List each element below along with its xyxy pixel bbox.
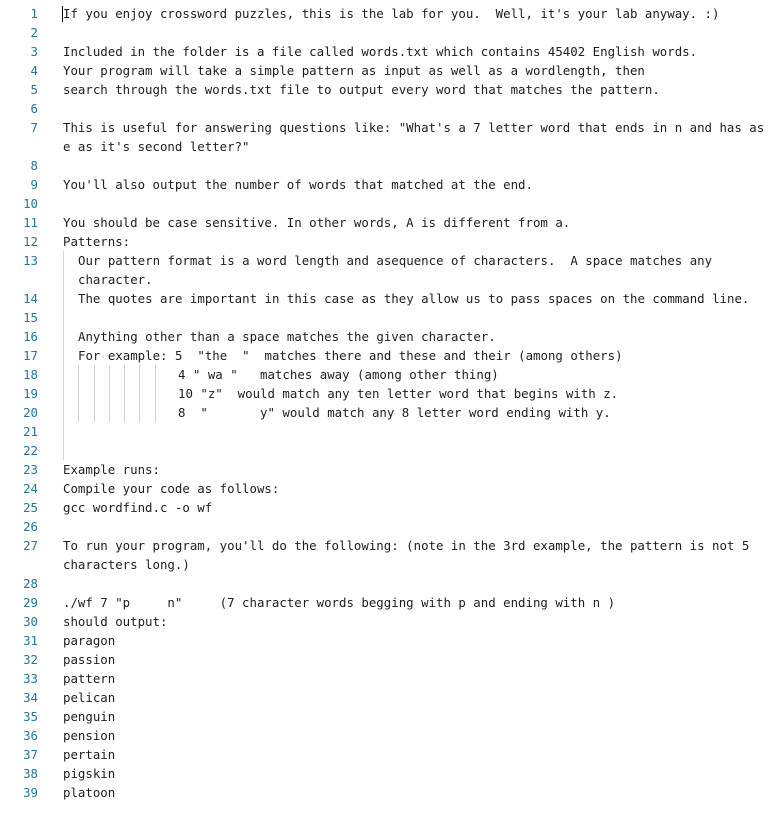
line-text[interactable]: platoon	[63, 785, 116, 800]
line-text[interactable]: Compile your code as follows:	[63, 481, 280, 496]
line-number: 10	[23, 196, 38, 211]
line-number: 28	[23, 576, 38, 591]
line-text[interactable]: Our pattern format is a word length and asequence of characters. A space matches any character.	[78, 253, 720, 287]
indent-guide	[78, 403, 79, 422]
indent-guide	[63, 403, 64, 422]
editor-line[interactable]	[0, 365, 779, 384]
editor-line[interactable]	[0, 460, 779, 479]
indent-guide	[94, 365, 95, 384]
line-text[interactable]: pension	[63, 728, 116, 743]
indent-guide	[63, 308, 64, 327]
line-text[interactable]: paragon	[63, 633, 116, 648]
editor-line[interactable]	[0, 669, 779, 688]
editor-line[interactable]	[0, 707, 779, 726]
editor-line[interactable]	[0, 441, 779, 460]
line-number: 34	[23, 690, 38, 705]
editor-line[interactable]	[0, 118, 779, 156]
line-number: 9	[30, 177, 38, 192]
editor-line[interactable]	[0, 422, 779, 441]
indent-guide	[63, 251, 64, 289]
indent-guide	[124, 403, 125, 422]
editor-line[interactable]	[0, 593, 779, 612]
line-number: 11	[23, 215, 38, 230]
line-number: 7	[30, 120, 38, 135]
editor-line[interactable]	[0, 42, 779, 61]
indent-guide	[78, 384, 79, 403]
editor-line[interactable]	[0, 0, 779, 23]
line-text[interactable]: 10 "z" would match any ten letter word that begins with z.	[178, 386, 619, 401]
line-number: 22	[23, 443, 38, 458]
line-number: 8	[30, 158, 38, 173]
indent-guide	[124, 384, 125, 403]
line-text[interactable]: For example: 5 "the " matches there and these and their (among others)	[78, 348, 623, 363]
editor-line[interactable]	[0, 479, 779, 498]
line-number: 20	[23, 405, 38, 420]
line-text[interactable]: To run your program, you'll do the following: (note in the 3rd example, the pattern is not 5 characters long.)	[63, 538, 757, 572]
editor-line[interactable]	[0, 764, 779, 783]
line-number: 16	[23, 329, 38, 344]
indent-guide	[139, 384, 140, 403]
editor-line[interactable]	[0, 156, 779, 175]
indent-guide	[109, 384, 110, 403]
line-number: 32	[23, 652, 38, 667]
editor-line[interactable]	[0, 384, 779, 403]
line-number: 33	[23, 671, 38, 686]
editor-line[interactable]	[0, 517, 779, 536]
editor-line[interactable]	[0, 308, 779, 327]
line-number: 13	[23, 253, 38, 268]
line-number: 29	[23, 595, 38, 610]
indent-guide	[94, 384, 95, 403]
line-number: 5	[30, 82, 38, 97]
editor-line[interactable]	[0, 80, 779, 99]
line-text[interactable]: 8 " y" would match any 8 letter word ending with y.	[178, 405, 611, 420]
indent-guide	[139, 365, 140, 384]
line-number: 37	[23, 747, 38, 762]
line-text[interactable]: gcc wordfind.c -o wf	[63, 500, 213, 515]
indent-guide	[63, 346, 64, 365]
line-number: 38	[23, 766, 38, 781]
line-text[interactable]: Anything other than a space matches the given character.	[78, 329, 496, 344]
line-text[interactable]: Example runs:	[63, 462, 160, 477]
line-number: 17	[23, 348, 38, 363]
line-number: 23	[23, 462, 38, 477]
line-text[interactable]: pelican	[63, 690, 116, 705]
editor-line[interactable]	[0, 251, 779, 289]
line-text[interactable]: You should be case sensitive. In other words, A is different from a.	[63, 215, 571, 230]
indent-guide	[63, 441, 64, 460]
editor-line[interactable]	[0, 726, 779, 745]
editor-line[interactable]	[0, 631, 779, 650]
indent-guide	[139, 403, 140, 422]
line-text[interactable]: Your program will take a simple pattern as input as well as a wordlength, then	[63, 63, 645, 78]
indent-guide	[94, 403, 95, 422]
line-number: 3	[30, 44, 38, 59]
editor-line[interactable]	[0, 232, 779, 251]
indent-guide	[109, 403, 110, 422]
editor-line[interactable]	[0, 403, 779, 422]
editor-line[interactable]	[0, 61, 779, 80]
line-number: 15	[23, 310, 38, 325]
editor-line[interactable]	[0, 99, 779, 118]
editor-line[interactable]	[0, 536, 779, 574]
line-text[interactable]: Included in the folder is a file called words.txt which contains 45402 English words.	[63, 44, 698, 59]
line-number: 4	[30, 63, 38, 78]
line-text[interactable]: pigskin	[63, 766, 116, 781]
line-text[interactable]: 4 " wa " matches away (among other thing)	[178, 367, 499, 382]
line-number: 6	[30, 101, 38, 116]
line-text[interactable]: The quotes are important in this case as they allow us to pass spaces on the command line.	[78, 291, 750, 306]
line-text[interactable]: If you enjoy crossword puzzles, this is the lab for you. Well, it's your lab anyway. :)	[63, 6, 720, 21]
editor-line[interactable]	[0, 650, 779, 669]
editor-line[interactable]	[0, 688, 779, 707]
line-text[interactable]: passion	[63, 652, 116, 667]
indent-guide	[155, 403, 156, 422]
line-number: 1	[30, 6, 38, 21]
editor-line[interactable]	[0, 194, 779, 213]
line-text[interactable]: should output:	[63, 614, 168, 629]
editor-line[interactable]	[0, 612, 779, 631]
line-text[interactable]: pertain	[63, 747, 116, 762]
indent-guide	[109, 365, 110, 384]
line-number: 24	[23, 481, 38, 496]
line-number: 19	[23, 386, 38, 401]
line-text[interactable]: search through the words.txt file to output every word that matches the pattern.	[63, 82, 660, 97]
editor-line[interactable]	[0, 289, 779, 308]
editor-line[interactable]	[0, 574, 779, 593]
editor-line[interactable]	[0, 23, 779, 42]
line-number: 39	[23, 785, 38, 800]
indent-guide	[124, 365, 125, 384]
editor-line[interactable]	[0, 175, 779, 194]
line-number: 31	[23, 633, 38, 648]
editor-line[interactable]	[0, 498, 779, 517]
line-number: 21	[23, 424, 38, 439]
indent-guide	[78, 365, 79, 384]
line-text[interactable]: You'll also output the number of words that matched at the end.	[63, 177, 533, 192]
line-number: 36	[23, 728, 38, 743]
line-text[interactable]: Patterns:	[63, 234, 131, 249]
line-number: 14	[23, 291, 38, 306]
line-number: 18	[23, 367, 38, 382]
line-text[interactable]: This is useful for answering questions like: "What's a 7 letter word that ends in n and has as e as it's second letter?"	[63, 120, 772, 154]
line-number: 2	[30, 25, 38, 40]
editor-line[interactable]	[0, 213, 779, 232]
indent-guide	[63, 365, 64, 384]
line-number: 26	[23, 519, 38, 534]
indent-guide	[155, 365, 156, 384]
line-text[interactable]: penguin	[63, 709, 116, 724]
editor-line[interactable]	[0, 745, 779, 764]
indent-guide	[63, 327, 64, 346]
indent-guide	[63, 422, 64, 441]
line-number: 35	[23, 709, 38, 724]
editor-line[interactable]	[0, 327, 779, 346]
line-number: 30	[23, 614, 38, 629]
indent-guide	[63, 384, 64, 403]
editor-line[interactable]	[0, 346, 779, 365]
editor-line[interactable]	[0, 783, 779, 802]
line-number: 12	[23, 234, 38, 249]
line-text[interactable]: ./wf 7 "p n" (7 character words begging with p and ending with n )	[63, 595, 616, 610]
line-text[interactable]: pattern	[63, 671, 116, 686]
line-number: 27	[23, 538, 38, 553]
line-number: 25	[23, 500, 38, 515]
indent-guide	[155, 384, 156, 403]
